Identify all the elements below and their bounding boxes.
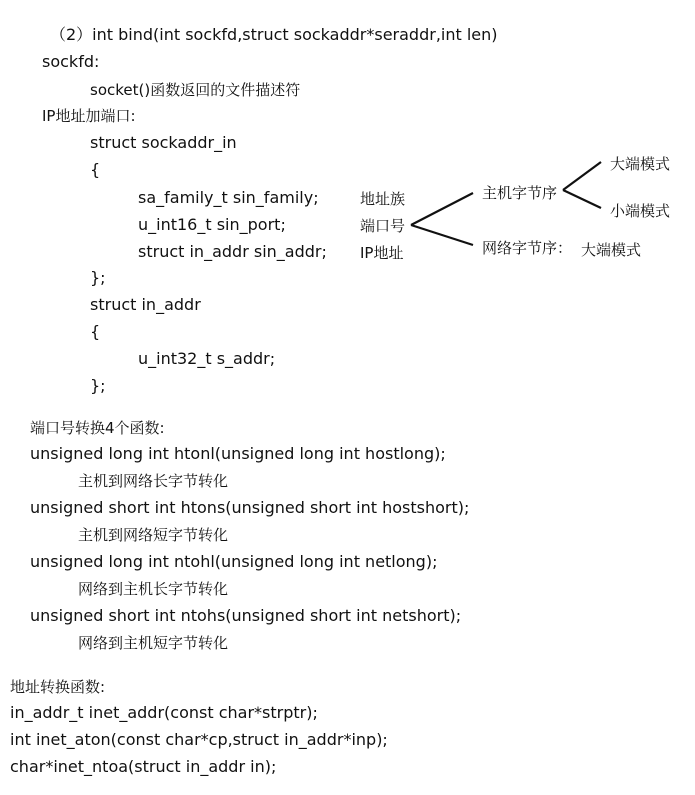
branch-line-host-to-big xyxy=(563,162,601,190)
address-conversion-title: 地址转换函数: xyxy=(10,678,106,696)
branch-line-port-to-host xyxy=(411,193,473,225)
sockfd-description: socket()函数返回的文件描述符 xyxy=(90,81,301,99)
field-sin-addr: struct in_addr sin_addr; xyxy=(138,242,327,261)
function-inet-addr: in_addr_t inet_addr(const char*strptr); xyxy=(10,703,318,722)
annotation-port-number: 端口号 xyxy=(360,217,406,235)
close-brace-2: }; xyxy=(90,376,106,395)
annotation-little-endian: 小端模式 xyxy=(610,202,671,220)
function-desc-htons: 主机到网络短字节转化 xyxy=(78,526,229,544)
annotation-big-endian: 大端模式 xyxy=(610,155,671,173)
field-sin-port: u_int16_t sin_port; xyxy=(138,215,286,234)
function-inet-aton: int inet_aton(const char*cp,struct in_addr*inp); xyxy=(10,730,388,749)
open-brace-1: { xyxy=(90,160,101,179)
function-signature-ntohs: unsigned short int ntohs(unsigned short int netshort); xyxy=(30,606,462,625)
function-signature-htons: unsigned short int htons(unsigned short int hostshort); xyxy=(30,498,470,517)
function-inet-ntoa: char*inet_ntoa(struct in_addr in); xyxy=(10,757,277,776)
struct-sockaddr-in-decl: struct sockaddr_in xyxy=(90,133,237,152)
branch-line-host-to-little xyxy=(563,190,601,208)
function-desc-htonl: 主机到网络长字节转化 xyxy=(78,472,229,490)
function-signature-ntohl: unsigned long int ntohl(unsigned long int netlong); xyxy=(30,552,438,571)
bind-heading: （2）int bind(int sockfd,struct sockaddr*seraddr,int len) xyxy=(50,25,498,44)
field-sin-family: sa_family_t sin_family; xyxy=(138,188,319,207)
annotation-network-big-endian: 大端模式 xyxy=(581,241,642,259)
function-signature-htonl: unsigned long int htonl(unsigned long int hostlong); xyxy=(30,444,446,463)
ip-port-label: IP地址加端口: xyxy=(42,107,136,125)
annotation-host-byte-order: 主机字节序 xyxy=(482,184,558,202)
branch-line-port-to-network xyxy=(411,225,473,245)
struct-in-addr-decl: struct in_addr xyxy=(90,295,201,314)
annotation-ip-address: IP地址 xyxy=(360,244,404,262)
function-desc-ntohs: 网络到主机短字节转化 xyxy=(78,634,229,652)
open-brace-2: { xyxy=(90,322,101,341)
field-s-addr: u_int32_t s_addr; xyxy=(138,349,276,368)
annotation-address-family: 地址族 xyxy=(360,190,406,208)
function-desc-ntohl: 网络到主机长字节转化 xyxy=(78,580,229,598)
port-conversion-title: 端口号转换4个函数: xyxy=(30,419,165,437)
annotation-network-byte-order: 网络字节序： xyxy=(482,239,573,257)
close-brace-1: }; xyxy=(90,268,106,287)
sockfd-label: sockfd: xyxy=(42,52,100,71)
